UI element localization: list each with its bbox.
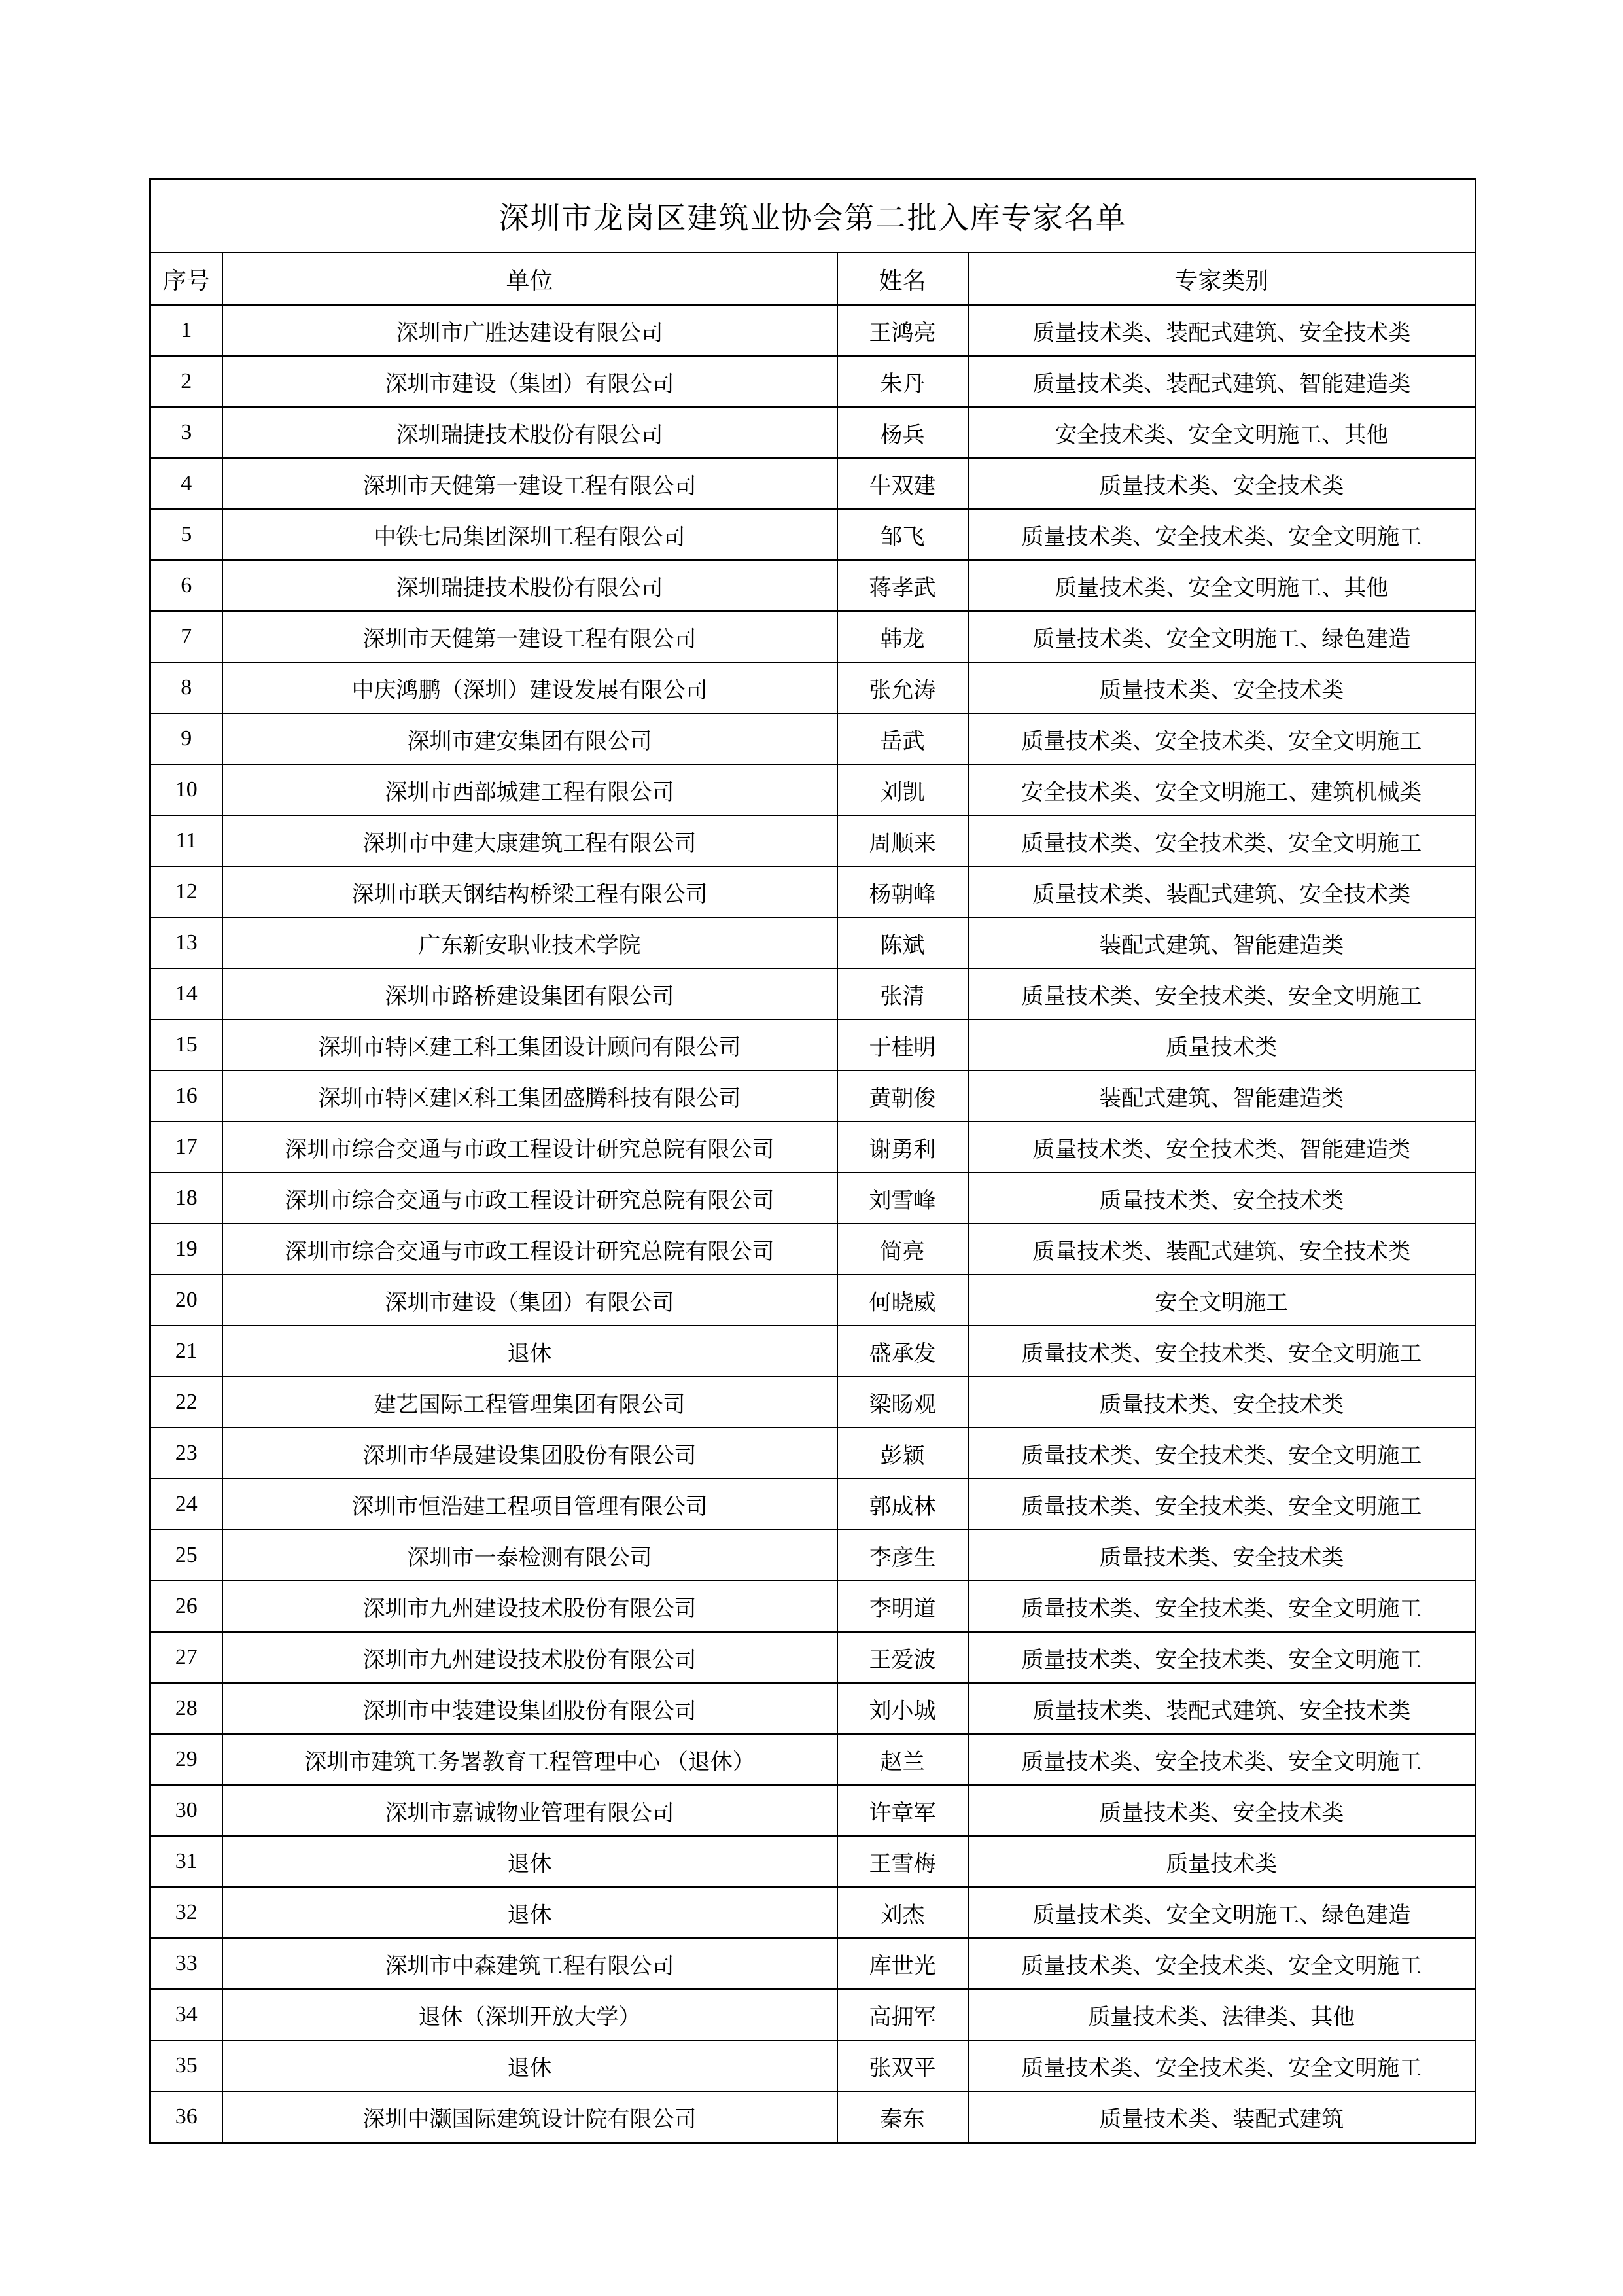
- table-row: [150, 1019, 1476, 1070]
- cell-name: 张允涛: [837, 662, 968, 713]
- cell-name: 张双平: [837, 2040, 968, 2091]
- cell-name: 刘小城: [837, 1683, 968, 1734]
- table-row: [150, 917, 1476, 968]
- cell-unit: 退休: [222, 1887, 837, 1938]
- table-row: [150, 1173, 1476, 1224]
- cell-type: 质量技术类、安全技术类、安全文明施工: [968, 1428, 1476, 1479]
- column-header-type: 专家类别: [968, 253, 1476, 305]
- table-row: [150, 2091, 1476, 2143]
- cell-no: 16: [150, 1070, 222, 1122]
- cell-no: 32: [150, 1887, 222, 1938]
- cell-name: 彭颖: [837, 1428, 968, 1479]
- cell-unit: 深圳市一泰检测有限公司: [222, 1530, 837, 1581]
- cell-type: 质量技术类、安全技术类、安全文明施工: [968, 1632, 1476, 1683]
- cell-name: 邹飞: [837, 509, 968, 560]
- cell-type: 质量技术类、安全技术类、安全文明施工: [968, 713, 1476, 764]
- cell-type: 质量技术类、安全技术类、安全文明施工: [968, 1326, 1476, 1377]
- cell-type: 质量技术类、装配式建筑、安全技术类: [968, 305, 1476, 356]
- cell-no: 34: [150, 1989, 222, 2040]
- cell-no: 31: [150, 1836, 222, 1887]
- table-row: [150, 1326, 1476, 1377]
- cell-type: 质量技术类、装配式建筑: [968, 2091, 1476, 2143]
- cell-name: 周顺来: [837, 815, 968, 866]
- cell-unit: 深圳市广胜达建设有限公司: [222, 305, 837, 356]
- table-row: [150, 815, 1476, 866]
- cell-no: 29: [150, 1734, 222, 1785]
- cell-no: 11: [150, 815, 222, 866]
- cell-no: 14: [150, 968, 222, 1019]
- table-row: [150, 509, 1476, 560]
- table-row: [150, 866, 1476, 917]
- cell-type: 质量技术类、安全技术类、安全文明施工: [968, 1581, 1476, 1632]
- cell-type: 质量技术类、安全技术类、安全文明施工: [968, 2040, 1476, 2091]
- cell-unit: 中庆鸿鹏（深圳）建设发展有限公司: [222, 662, 837, 713]
- table-row: [150, 1632, 1476, 1683]
- cell-no: 1: [150, 305, 222, 356]
- cell-unit: 深圳瑞捷技术股份有限公司: [222, 407, 837, 458]
- cell-unit: 深圳市西部城建工程有限公司: [222, 764, 837, 815]
- cell-unit: 深圳市特区建工科工集团设计顾问有限公司: [222, 1019, 837, 1070]
- cell-name: 何晓威: [837, 1275, 968, 1326]
- cell-unit: 广东新安职业技术学院: [222, 917, 837, 968]
- cell-unit: 深圳市综合交通与市政工程设计研究总院有限公司: [222, 1224, 837, 1275]
- cell-no: 24: [150, 1479, 222, 1530]
- cell-unit: 深圳市建筑工务署教育工程管理中心 （退休）: [222, 1734, 837, 1785]
- cell-type: 质量技术类、装配式建筑、安全技术类: [968, 1224, 1476, 1275]
- cell-name: 郭成林: [837, 1479, 968, 1530]
- column-header-name: 姓名: [837, 253, 968, 305]
- cell-type: 质量技术类、安全技术类: [968, 662, 1476, 713]
- cell-unit: 深圳市建设（集团）有限公司: [222, 1275, 837, 1326]
- cell-no: 22: [150, 1377, 222, 1428]
- table-row: [150, 1530, 1476, 1581]
- cell-type: 质量技术类、安全技术类、安全文明施工: [968, 968, 1476, 1019]
- cell-name: 梁旸观: [837, 1377, 968, 1428]
- cell-no: 18: [150, 1173, 222, 1224]
- cell-type: 质量技术类: [968, 1019, 1476, 1070]
- cell-unit: 深圳市综合交通与市政工程设计研究总院有限公司: [222, 1122, 837, 1173]
- cell-name: 刘凯: [837, 764, 968, 815]
- cell-name: 高拥军: [837, 1989, 968, 2040]
- table-row: [150, 611, 1476, 662]
- cell-no: 25: [150, 1530, 222, 1581]
- cell-name: 简亮: [837, 1224, 968, 1275]
- cell-type: 质量技术类、安全技术类、智能建造类: [968, 1122, 1476, 1173]
- table-row: [150, 1122, 1476, 1173]
- cell-unit: 深圳市恒浩建工程项目管理有限公司: [222, 1479, 837, 1530]
- table-row: [150, 713, 1476, 764]
- cell-name: 于桂明: [837, 1019, 968, 1070]
- table-row: [150, 1275, 1476, 1326]
- cell-type: 质量技术类、装配式建筑、智能建造类: [968, 356, 1476, 407]
- table-row: [150, 764, 1476, 815]
- table-row: [150, 2040, 1476, 2091]
- cell-type: 质量技术类、安全文明施工、绿色建造: [968, 611, 1476, 662]
- cell-no: 21: [150, 1326, 222, 1377]
- cell-unit: 退休: [222, 1836, 837, 1887]
- cell-type: 质量技术类、安全技术类、安全文明施工: [968, 1479, 1476, 1530]
- cell-name: 许章军: [837, 1785, 968, 1836]
- cell-name: 秦东: [837, 2091, 968, 2143]
- cell-name: 牛双建: [837, 458, 968, 509]
- cell-unit: 深圳市中建大康建筑工程有限公司: [222, 815, 837, 866]
- cell-unit: 深圳瑞捷技术股份有限公司: [222, 560, 837, 611]
- table-row: [150, 1377, 1476, 1428]
- table-row: [150, 1989, 1476, 2040]
- cell-name: 张清: [837, 968, 968, 1019]
- cell-no: 17: [150, 1122, 222, 1173]
- table-row: [150, 1683, 1476, 1734]
- cell-unit: 深圳市天健第一建设工程有限公司: [222, 611, 837, 662]
- cell-unit: 退休（深圳开放大学）: [222, 1989, 837, 2040]
- table-row: [150, 1887, 1476, 1938]
- cell-no: 7: [150, 611, 222, 662]
- table-row: [150, 458, 1476, 509]
- cell-no: 13: [150, 917, 222, 968]
- table-row: [150, 1581, 1476, 1632]
- page-title: 深圳市龙岗区建筑业协会第二批入库专家名单: [150, 179, 1476, 253]
- cell-type: 装配式建筑、智能建造类: [968, 1070, 1476, 1122]
- cell-name: 岳武: [837, 713, 968, 764]
- cell-no: 33: [150, 1938, 222, 1989]
- cell-unit: 深圳市嘉诚物业管理有限公司: [222, 1785, 837, 1836]
- table-row: [150, 1479, 1476, 1530]
- cell-type: 质量技术类、安全文明施工、其他: [968, 560, 1476, 611]
- cell-no: 10: [150, 764, 222, 815]
- cell-name: 杨朝峰: [837, 866, 968, 917]
- table-row: [150, 662, 1476, 713]
- cell-name: 刘杰: [837, 1887, 968, 1938]
- cell-unit: 退休: [222, 1326, 837, 1377]
- cell-unit: 深圳市中森建筑工程有限公司: [222, 1938, 837, 1989]
- cell-unit: 深圳中灏国际建筑设计院有限公司: [222, 2091, 837, 2143]
- cell-unit: 深圳市建安集团有限公司: [222, 713, 837, 764]
- cell-type: 质量技术类、安全技术类: [968, 1785, 1476, 1836]
- cell-unit: 退休: [222, 2040, 837, 2091]
- table-row: [150, 968, 1476, 1019]
- table-row: [150, 1836, 1476, 1887]
- cell-no: 2: [150, 356, 222, 407]
- table-row: [150, 407, 1476, 458]
- table-row: [150, 1428, 1476, 1479]
- cell-type: 质量技术类、安全技术类: [968, 1377, 1476, 1428]
- cell-name: 杨兵: [837, 407, 968, 458]
- column-header-unit: 单位: [222, 253, 837, 305]
- cell-name: 李彦生: [837, 1530, 968, 1581]
- cell-no: 12: [150, 866, 222, 917]
- cell-name: 陈斌: [837, 917, 968, 968]
- cell-name: 王鸿亮: [837, 305, 968, 356]
- cell-type: 质量技术类、安全技术类、安全文明施工: [968, 1734, 1476, 1785]
- cell-no: 9: [150, 713, 222, 764]
- cell-no: 6: [150, 560, 222, 611]
- column-header-no: 序号: [150, 253, 222, 305]
- cell-type: 安全技术类、安全文明施工、其他: [968, 407, 1476, 458]
- cell-unit: 深圳市九州建设技术股份有限公司: [222, 1581, 837, 1632]
- cell-type: 质量技术类: [968, 1836, 1476, 1887]
- expert-roster-table-wrap: [149, 178, 1475, 2144]
- cell-unit: 深圳市建设（集团）有限公司: [222, 356, 837, 407]
- cell-type: 质量技术类、安全技术类、安全文明施工: [968, 509, 1476, 560]
- cell-unit: 深圳市特区建区科工集团盛腾科技有限公司: [222, 1070, 837, 1122]
- cell-type: 质量技术类、安全文明施工、绿色建造: [968, 1887, 1476, 1938]
- cell-unit: 深圳市天健第一建设工程有限公司: [222, 458, 837, 509]
- table-row: [150, 1938, 1476, 1989]
- cell-name: 王雪梅: [837, 1836, 968, 1887]
- cell-type: 装配式建筑、智能建造类: [968, 917, 1476, 968]
- expert-roster-table: [149, 178, 1476, 2144]
- table-header-row: [150, 253, 1476, 305]
- cell-no: 20: [150, 1275, 222, 1326]
- table-row: [150, 356, 1476, 407]
- table-row: [150, 1734, 1476, 1785]
- cell-type: 质量技术类、安全技术类: [968, 1530, 1476, 1581]
- cell-no: 15: [150, 1019, 222, 1070]
- table-row: [150, 1224, 1476, 1275]
- cell-name: 谢勇利: [837, 1122, 968, 1173]
- cell-type: 安全文明施工: [968, 1275, 1476, 1326]
- cell-unit: 深圳市中装建设集团股份有限公司: [222, 1683, 837, 1734]
- cell-unit: 中铁七局集团深圳工程有限公司: [222, 509, 837, 560]
- cell-no: 35: [150, 2040, 222, 2091]
- table-row: [150, 1785, 1476, 1836]
- cell-name: 黄朝俊: [837, 1070, 968, 1122]
- cell-unit: 建艺国际工程管理集团有限公司: [222, 1377, 837, 1428]
- cell-name: 盛承发: [837, 1326, 968, 1377]
- cell-no: 36: [150, 2091, 222, 2143]
- cell-no: 4: [150, 458, 222, 509]
- cell-type: 质量技术类、安全技术类: [968, 1173, 1476, 1224]
- cell-no: 27: [150, 1632, 222, 1683]
- cell-unit: 深圳市华晟建设集团股份有限公司: [222, 1428, 837, 1479]
- cell-no: 5: [150, 509, 222, 560]
- cell-name: 王爱波: [837, 1632, 968, 1683]
- cell-no: 8: [150, 662, 222, 713]
- cell-name: 库世光: [837, 1938, 968, 1989]
- cell-type: 安全技术类、安全文明施工、建筑机械类: [968, 764, 1476, 815]
- cell-no: 30: [150, 1785, 222, 1836]
- cell-name: 蒋孝武: [837, 560, 968, 611]
- table-row: [150, 560, 1476, 611]
- table-title-row: [150, 179, 1476, 253]
- cell-unit: 深圳市联天钢结构桥梁工程有限公司: [222, 866, 837, 917]
- cell-unit: 深圳市路桥建设集团有限公司: [222, 968, 837, 1019]
- cell-type: 质量技术类、安全技术类、安全文明施工: [968, 1938, 1476, 1989]
- cell-no: 3: [150, 407, 222, 458]
- cell-no: 23: [150, 1428, 222, 1479]
- cell-unit: 深圳市九州建设技术股份有限公司: [222, 1632, 837, 1683]
- cell-no: 28: [150, 1683, 222, 1734]
- cell-unit: 深圳市综合交通与市政工程设计研究总院有限公司: [222, 1173, 837, 1224]
- cell-type: 质量技术类、装配式建筑、安全技术类: [968, 866, 1476, 917]
- cell-type: 质量技术类、法律类、其他: [968, 1989, 1476, 2040]
- cell-name: 朱丹: [837, 356, 968, 407]
- table-row: [150, 1070, 1476, 1122]
- table-row: [150, 305, 1476, 356]
- cell-name: 赵兰: [837, 1734, 968, 1785]
- cell-type: 质量技术类、装配式建筑、安全技术类: [968, 1683, 1476, 1734]
- cell-name: 韩龙: [837, 611, 968, 662]
- cell-type: 质量技术类、安全技术类: [968, 458, 1476, 509]
- cell-no: 26: [150, 1581, 222, 1632]
- cell-name: 刘雪峰: [837, 1173, 968, 1224]
- cell-type: 质量技术类、安全技术类、安全文明施工: [968, 815, 1476, 866]
- cell-no: 19: [150, 1224, 222, 1275]
- cell-name: 李明道: [837, 1581, 968, 1632]
